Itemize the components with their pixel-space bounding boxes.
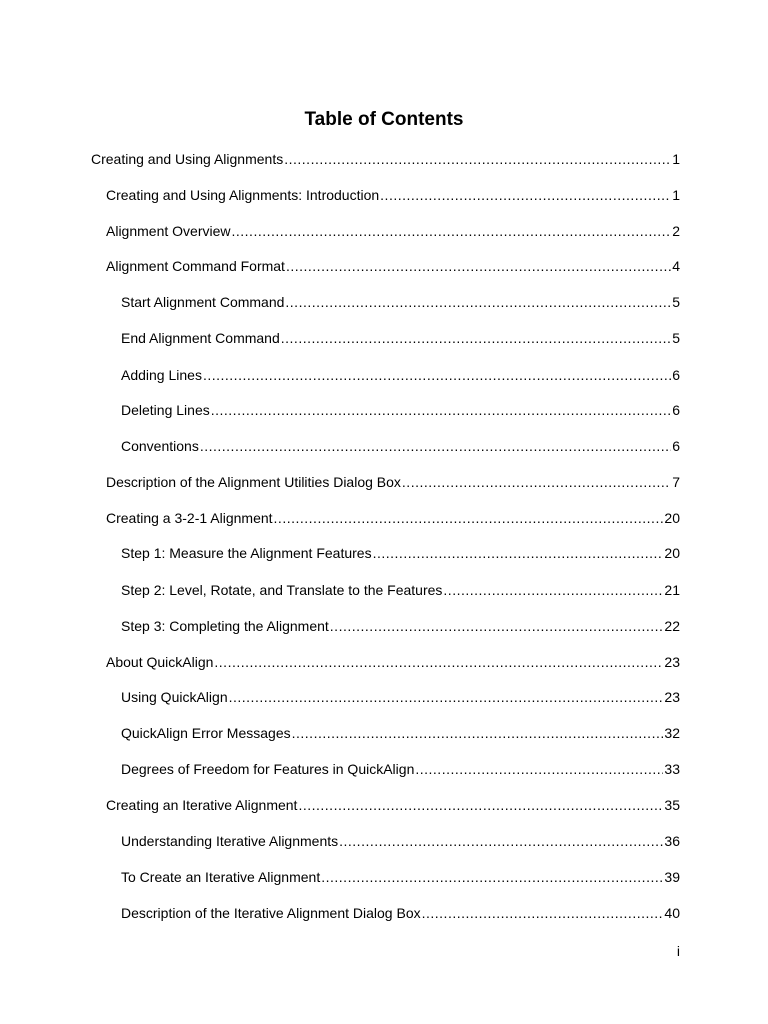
dot-leader — [422, 903, 664, 923]
toc-entry-label: To Create an Iterative Alignment — [121, 869, 321, 885]
toc-entry-label: Conventions — [121, 438, 199, 454]
toc-entry-page: 1 — [672, 187, 680, 203]
toc-entry-page: 6 — [672, 367, 680, 383]
toc-entry-label: Degrees of Freedom for Features in QuickAlign — [121, 761, 415, 777]
toc-entry-page: 21 — [664, 582, 680, 598]
toc-entry-page: 22 — [664, 618, 680, 634]
page-number: i — [676, 943, 680, 959]
toc-entry[interactable] — [106, 185, 680, 205]
dot-leader — [330, 616, 664, 636]
dot-leader — [380, 185, 671, 205]
toc-entry[interactable] — [91, 149, 680, 169]
dot-leader — [339, 831, 663, 851]
toc-entry-page: 32 — [664, 725, 680, 741]
toc-entry-page: 5 — [672, 294, 680, 310]
toc-entry-label: End Alignment Command — [121, 330, 280, 346]
toc-entry[interactable] — [106, 221, 680, 241]
dot-leader — [285, 292, 671, 312]
toc-entry[interactable] — [121, 831, 680, 851]
toc-entry-label: QuickAlign Error Messages — [121, 725, 291, 741]
toc-entry-page: 5 — [672, 330, 680, 346]
toc-entry-page: 20 — [664, 510, 680, 526]
toc-entry-label: About QuickAlign — [106, 654, 214, 670]
toc-entry-page: 35 — [664, 797, 680, 813]
toc-entry[interactable] — [121, 543, 680, 563]
toc-entry[interactable] — [106, 508, 680, 528]
toc-entry[interactable] — [121, 365, 680, 385]
toc-entry-label: Alignment Overview — [106, 223, 231, 239]
toc-entry-label: Creating a 3-2-1 Alignment — [106, 510, 273, 526]
toc-entry-label: Step 1: Measure the Alignment Features — [121, 545, 372, 561]
toc-entry[interactable] — [121, 436, 680, 456]
dot-leader — [232, 221, 672, 241]
toc-entry-label: Using QuickAlign — [121, 689, 228, 705]
dot-leader — [274, 508, 664, 528]
page-title: Table of Contents — [304, 109, 464, 130]
toc-entry-page: 23 — [664, 654, 680, 670]
dot-leader — [443, 580, 663, 600]
toc-entry-label: Adding Lines — [121, 367, 202, 383]
toc-entry-page: 1 — [672, 151, 680, 167]
toc-entry-page: 2 — [672, 223, 680, 239]
toc-entry-label: Understanding Iterative Alignments — [121, 833, 339, 849]
toc-entry[interactable] — [121, 616, 680, 636]
toc-entry-label: Creating an Iterative Alignment — [106, 797, 298, 813]
toc-entry-label: Description of the Iterative Alignment Dialog Box — [121, 905, 421, 921]
toc-entry[interactable] — [121, 580, 680, 600]
dot-leader — [214, 652, 663, 672]
dot-leader — [284, 149, 671, 169]
dot-leader — [321, 867, 663, 887]
toc-entry[interactable] — [121, 903, 680, 923]
dot-leader — [298, 795, 663, 815]
toc-entry-label: Step 2: Level, Rotate, and Translate to the Features — [121, 582, 443, 598]
toc-entry[interactable] — [121, 759, 680, 779]
toc-entry-page: 4 — [672, 258, 680, 274]
dot-leader — [373, 543, 664, 563]
dot-leader — [292, 723, 664, 743]
toc-entry-page: 6 — [672, 402, 680, 418]
toc-entry-label: Step 3: Completing the Alignment — [121, 618, 329, 634]
dot-leader — [281, 328, 671, 348]
toc-entry[interactable] — [121, 400, 680, 420]
toc-entry-page: 7 — [672, 474, 680, 490]
dot-leader — [229, 687, 664, 707]
dot-leader — [286, 256, 671, 276]
toc-entry-page: 40 — [664, 905, 680, 921]
toc-entry-label: Start Alignment Command — [121, 294, 285, 310]
toc-entry[interactable] — [121, 723, 680, 743]
dot-leader — [203, 365, 671, 385]
toc-entry[interactable] — [106, 472, 680, 492]
toc-entry[interactable] — [106, 256, 680, 276]
toc-entry[interactable] — [106, 652, 680, 672]
toc-entry-page: 39 — [664, 869, 680, 885]
toc-entry[interactable] — [121, 867, 680, 887]
toc-entry-page: 6 — [672, 438, 680, 454]
toc-entry-page: 36 — [664, 833, 680, 849]
toc-entry[interactable] — [121, 687, 680, 707]
toc-entry-label: Creating and Using Alignments: Introduction — [106, 187, 380, 203]
dot-leader — [200, 436, 671, 456]
toc-entry-label: Deleting Lines — [121, 402, 210, 418]
toc-entry-label: Alignment Command Format — [106, 258, 285, 274]
toc-entry[interactable] — [106, 795, 680, 815]
toc-entry-page: 33 — [664, 761, 680, 777]
dot-leader — [211, 400, 671, 420]
toc-entry-label: Description of the Alignment Utilities Dialog Box — [106, 474, 401, 490]
toc-entry[interactable] — [121, 328, 680, 348]
toc-entry[interactable] — [121, 292, 680, 312]
dot-leader — [402, 472, 671, 492]
dot-leader — [415, 759, 663, 779]
toc-entry-page: 23 — [664, 689, 680, 705]
toc-entry-label: Creating and Using Alignments — [91, 151, 284, 167]
toc-entry-page: 20 — [664, 545, 680, 561]
